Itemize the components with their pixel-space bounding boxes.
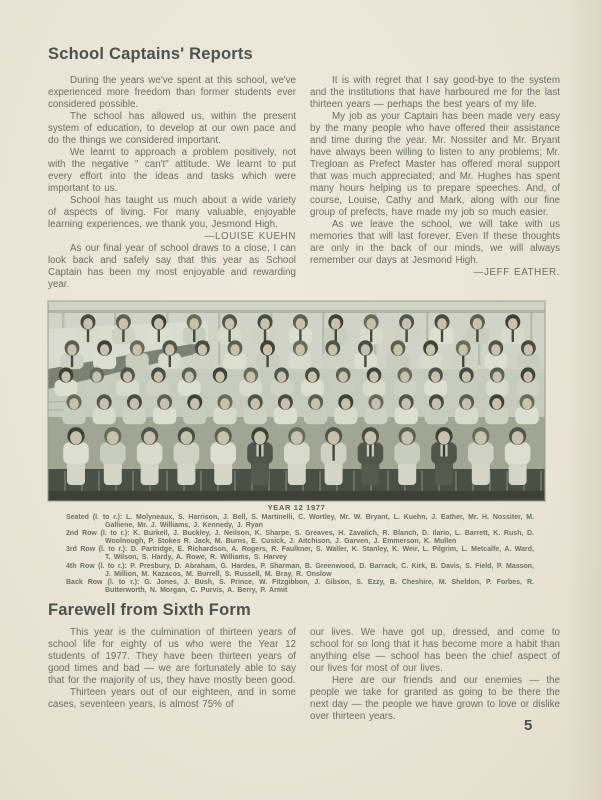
caption-row-seated: Seated (l. to r.): L. Molyneaux, S. Harrison, J. Bell, S. Martinelli, C. Wortley, Mr. W. Bryant, L. Kuehn, J. Eather, Mr. H. Nossiter, M. Galliene, Mr. J. Williams, J. Kennedy, J. Ryan [66, 514, 534, 530]
photo-caption-title: YEAR 12 1977 [267, 503, 326, 512]
paragraph: School has taught us much about a wide variety of aspects of living. For many valuable, enjoyable learning experiences, we thank you, Jesmond High. [48, 195, 296, 230]
paragraph: The school has allowed us, within the present system of education, to develop at our own pace and do the things we considered important. [48, 111, 296, 146]
photo-caption [66, 514, 534, 595]
paragraph: We learnt to approach a problem positively, not with the negative " can't" attitude. We learnt to put every effort into the ideas and tasks which were important to us. [48, 147, 296, 194]
caption-row-4th: 4th Row (l. to r.): P. Presbury, D. Abraham, G. Hardes, P. Sharman, B. Greenwood, D. Barrack, C. Kirk, B. Davis, S. Field, P. Masson, J. Million, M. Kazacos, M. Burrell, S. Russell, M. Bray, R. Onslow [66, 562, 534, 578]
caption-row-2nd: 2nd Row (l. to r.): K. Burkell, J. Buckley, J. Neilson, K. Sharpe, S. Greaves, H. Zavalich, R. Blanch, D. Ilario, L. Barrett, K. Rush, D. Woolnough, P. Stokes R. Jack, M. Burns, E. Cusick, J. Aitchison, J. Garven, J. Emmerson, K. Mullen [66, 530, 534, 546]
paragraph: This year is the culmination of thirteen years of school life for eighty of us who were the Year 12 students of 1977. They have been thirteen years of good times and bad — we are fortunately able to say that for the majority of us, they have mostly been good. [48, 627, 296, 686]
paragraph: Here are our friends and our enemies — the people we take for granted as going to be there the next day — the people we have grown to love or dislike over thirteen years. [310, 675, 560, 722]
captains-left-column [48, 75, 296, 291]
captains-report-title: School Captains' Reports [48, 45, 253, 63]
caption-row-back: Back Row (l. to r.): G. Jones, J. Bush, S. Prince, W. Fitzgibbon, J. Gibson, S. Ezzy, B. Cheshire, M. Sheldon, P. Forbes, R. Butterworth, N. Morgan, C. Purvis, A. Berry, P. Armit [66, 578, 534, 594]
farewell-left-column [48, 627, 296, 711]
paragraph: As we leave the school, we will take with us memories that will last forever. Even If these thoughts are only in the back of our minds, we will always remember our days at Jesmond High. [310, 219, 560, 266]
paragraph: My job as your Captain has been made very easy by the many people who have offered their assistance and time during the year. Mr. Nossiter and Mr. Bryant have always been willing to listen to any problems; Mr. Tregloan as Prefect Master has offered moral support that was much appreciated; and Mr. Hughes has spent many hours helping us to prepare speeches. And, of course, Louise, Cathy and Mark, along with our fine group of prefects, have made my job so much easier. [310, 111, 560, 218]
year-12-group-photo [48, 301, 545, 501]
paragraph: During the years we've spent at this school, we've experienced more freedom than former students ever considered possible. [48, 75, 296, 110]
paragraph: our lives. We have got up, dressed, and come to school for so long that it has become more a habit than anything else — school has been the chief aspect of our lives for most of our lives. [310, 627, 560, 674]
captains-right-column [310, 75, 560, 279]
farewell-right-column [310, 627, 560, 723]
group-photo-illustration [48, 301, 545, 501]
signature-louise-kuehn: —LOUISE KUEHN [204, 231, 296, 242]
paragraph: As our final year of school draws to a close, I can look back and safely say that this year as School Captain has been my most enjoyable and rewarding year. [48, 243, 296, 290]
paragraph: Thirteen years out of our eighteen, and in some cases, seventeen years, is almost 75% of [48, 687, 296, 710]
farewell-title: Farewell from Sixth Form [48, 601, 251, 619]
paragraph: It is with regret that I say good-bye to the system and the institutions that have harboured me for the last thirteen years — perhaps the best years of my life. [310, 75, 560, 110]
signature-jeff-eather: —JEFF EATHER. [473, 267, 560, 278]
caption-row-3rd: 3rd Row (l. to r.): D. Partridge, E. Richardson, A. Rogers, R. Faulkner, S. Waller, K. Stanley, K. Weir, L. Pilgrim, L. Metcalfe, A. Ward, T. Wilson, S. Hardy, A. Rowe, R. Williams, S. Harvey [66, 546, 534, 562]
page-number: 5 [524, 717, 533, 734]
